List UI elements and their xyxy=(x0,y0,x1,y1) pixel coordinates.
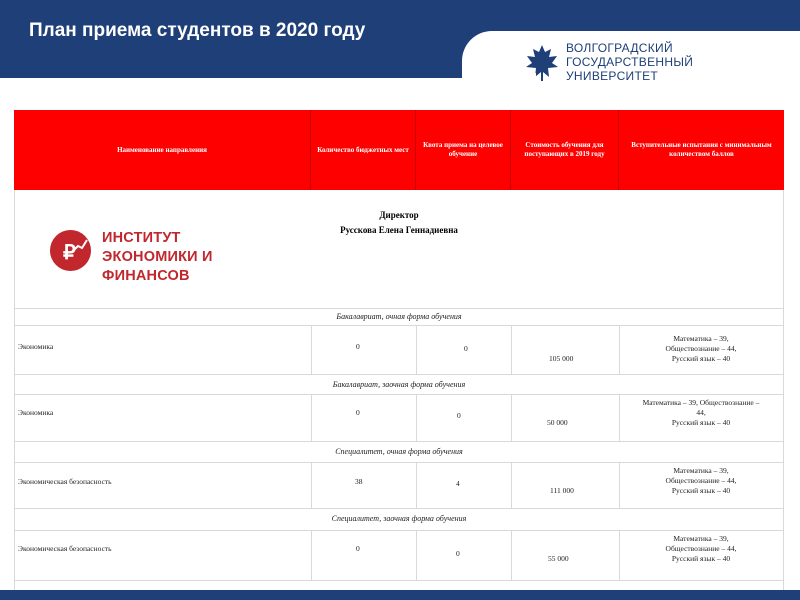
admission-table xyxy=(14,110,784,590)
table-header-row xyxy=(14,110,784,190)
budget-places: 0 xyxy=(356,408,360,417)
cost: 105 000 xyxy=(549,354,574,363)
institute-name: ИНСТИТУТ ЭКОНОМИКИ И ФИНАНСОВ xyxy=(102,230,213,284)
entrance-exams: Математика – 39, Обществознание – 44, Русский язык – 40 xyxy=(642,398,760,427)
row-divider xyxy=(14,374,784,375)
svg-text:₽: ₽ xyxy=(63,242,76,264)
col-header-exams: Вступительные испытания с минимальным количеством баллов xyxy=(631,141,772,158)
col-header-direction: Наименование направления xyxy=(14,110,311,190)
col-header-budget: Количество бюджетных мест xyxy=(311,110,416,190)
quota: 4 xyxy=(456,479,460,488)
col-header-quota: Квота приема на целевое обучение xyxy=(416,110,511,190)
row-divider xyxy=(14,308,784,309)
section-title: Бакалавриат, заочная форма обучения xyxy=(332,380,466,389)
university-name: ВОЛГОГРАДСКИЙ ГОСУДАРСТВЕННЫЙ УНИВЕРСИТЕТ xyxy=(566,41,694,83)
row-divider xyxy=(14,394,784,395)
direction-name: Экономика xyxy=(18,408,54,417)
quota: 0 xyxy=(457,411,461,420)
maple-leaf-icon xyxy=(524,43,560,83)
cost: 55 000 xyxy=(548,554,569,563)
university-logo xyxy=(462,31,800,119)
ruble-chart-icon xyxy=(50,230,91,271)
section-title: Специалитет, очная форма обучения xyxy=(335,447,463,456)
footer-bar xyxy=(0,590,800,600)
col-header-cost: Стоимость обучения для поступающих в 2019 году xyxy=(511,110,619,190)
row-divider xyxy=(14,580,784,581)
direction-name: Экономика xyxy=(18,342,54,351)
row-divider xyxy=(14,325,784,326)
cost: 111 000 xyxy=(550,486,574,495)
director-name: Русскова Елена Геннадиевна xyxy=(340,225,458,235)
section-title: Бакалавриат, очная форма обучения xyxy=(336,312,462,321)
row-divider xyxy=(14,462,784,463)
direction-name: Экономическая безопасность xyxy=(18,544,112,553)
director-label: Директор xyxy=(379,210,419,220)
row-divider xyxy=(14,508,784,509)
quota: 0 xyxy=(464,344,468,353)
cost: 50 000 xyxy=(547,418,568,427)
row-divider xyxy=(14,441,784,442)
entrance-exams: Математика – 39, Обществознание – 44, Русский язык – 40 xyxy=(665,534,737,563)
budget-places: 38 xyxy=(355,477,363,486)
row-divider xyxy=(14,530,784,531)
section-title: Специалитет, заочная форма обучения xyxy=(331,514,467,523)
entrance-exams: Математика – 39, Обществознание – 44, Русский язык – 40 xyxy=(665,334,737,363)
page-title: План приема студентов в 2020 году xyxy=(29,20,366,41)
budget-places: 0 xyxy=(356,342,360,351)
direction-name: Экономическая безопасность xyxy=(18,477,112,486)
director-info xyxy=(214,208,584,238)
quota: 0 xyxy=(456,549,460,558)
entrance-exams: Математика – 39, Обществознание – 44, Русский язык – 40 xyxy=(665,466,737,495)
budget-places: 0 xyxy=(356,544,360,553)
